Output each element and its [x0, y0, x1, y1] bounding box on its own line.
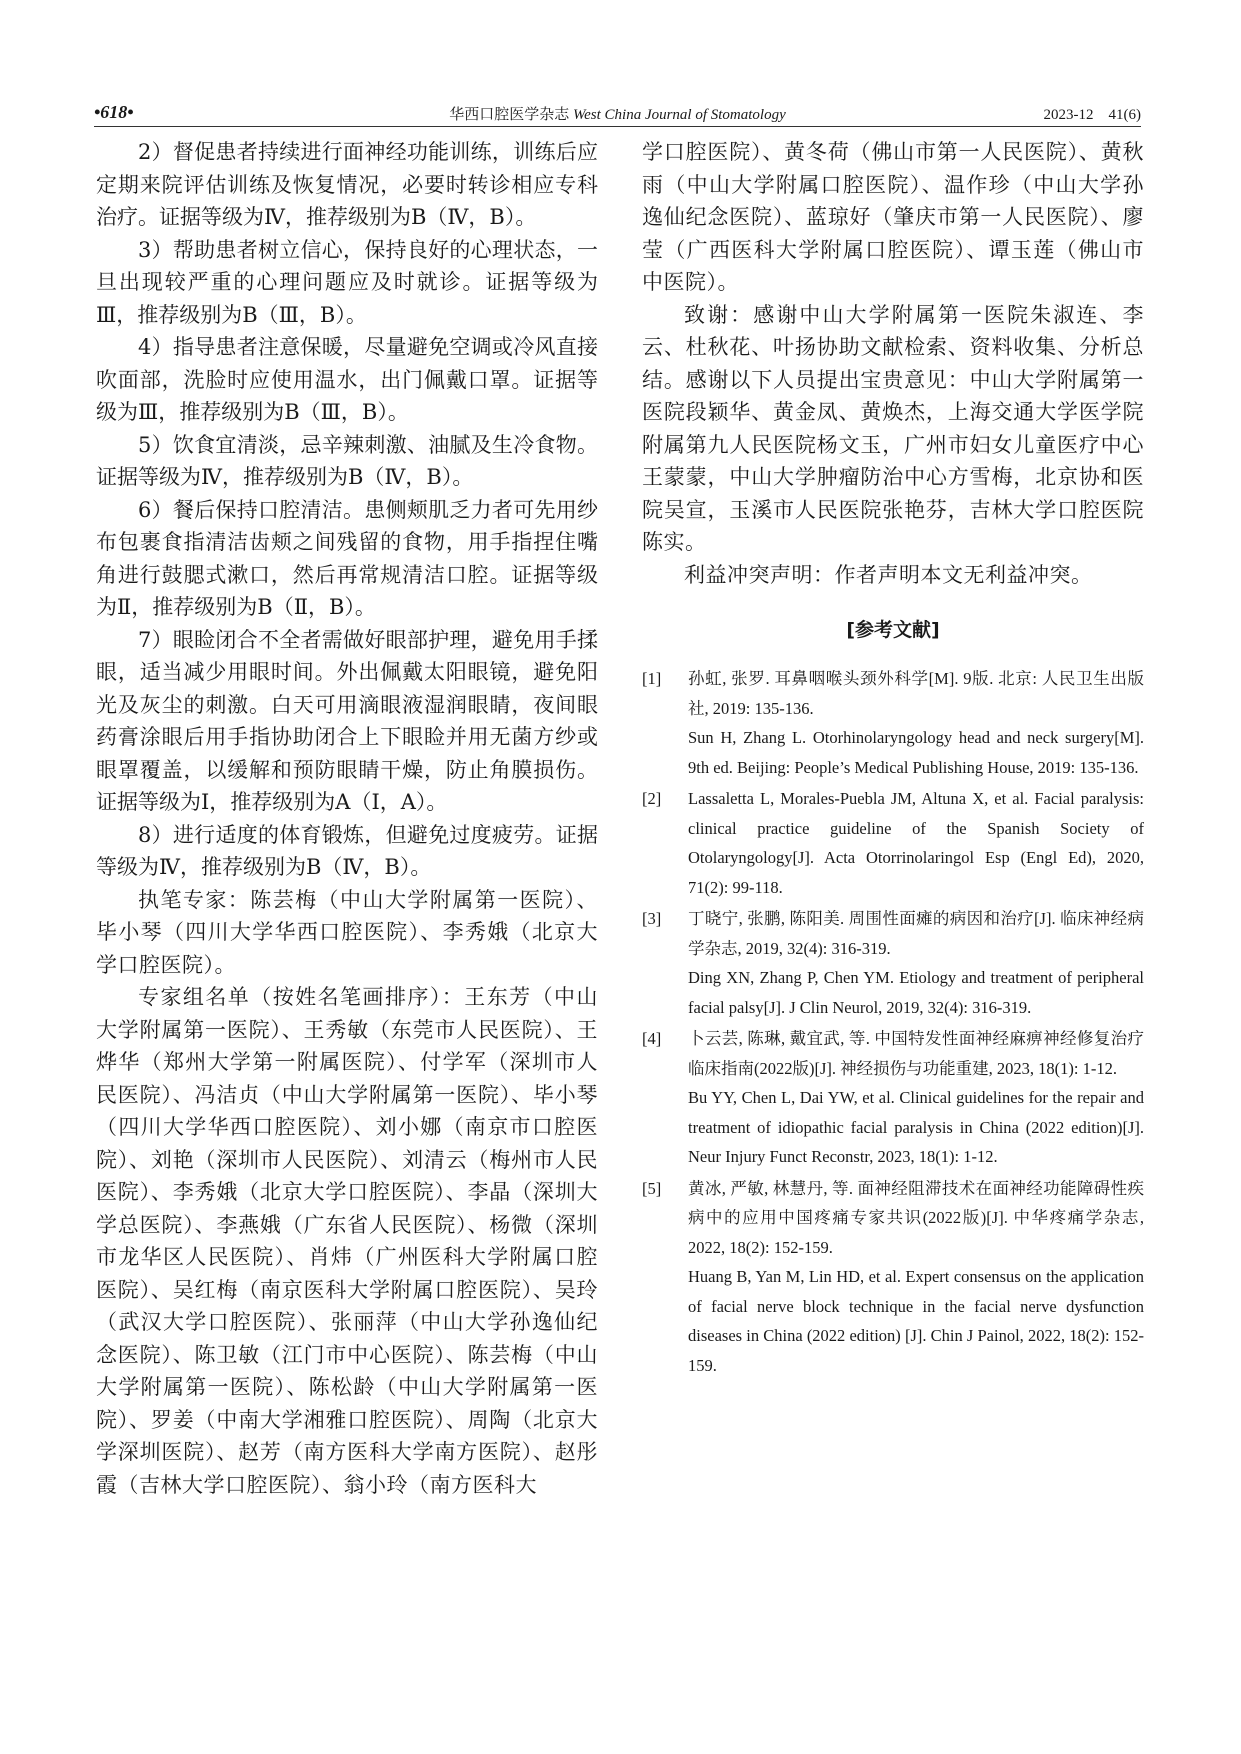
reference-text: 孙虹, 张罗. 耳鼻咽喉头颈外科学[M]. 9版. 北京: 人民卫生出版社, 2019: 135-136.: [688, 669, 1144, 718]
journal-title: [94, 103, 1141, 124]
reference-text: Bu YY, Chen L, Dai YW, et al. Clinical guidelines for the repair and treatment of idiopathic facial paralysis in China (2022 edition)[J]. Neur Injury Funct Reconstr, 2023, 18(1): 1-12.: [688, 1088, 1144, 1166]
right-paragraphs: [642, 136, 1144, 591]
header-rule: [94, 126, 1141, 127]
paragraph: 执笔专家：陈芸梅（中山大学附属第一医院）、毕小琴（四川大学华西口腔医院）、李秀娥（北京大学口腔医院）。: [96, 887, 598, 977]
reference-item: [642, 1024, 1144, 1172]
paragraph: 利益冲突声明：作者声明本文无利益冲突。: [684, 562, 1093, 587]
page-number: •618•: [94, 102, 134, 122]
reference-text: 丁晓宁, 张鹏, 陈阳美. 周围性面瘫的病因和治疗[J]. 临床神经病学杂志, 2019, 32(4): 316-319.: [688, 909, 1144, 958]
paragraph: 7）眼睑闭合不全者需做好眼部护理，避免用手揉眼，适当减少用眼时间。外出佩戴太阳眼镜，避免阳光及灰尘的刺激。白天可用滴眼液湿润眼睛，夜间眼药膏涂眼后用手指协助闭合上下眼睑并用无菌方纱或眼罩覆盖，以缓解和预防眼睛干燥，防止角膜损伤。证据等级为Ⅰ，推荐级别为A（Ⅰ，A）。: [96, 627, 598, 814]
reference-item: [642, 784, 1144, 902]
left-column: [96, 136, 598, 1501]
paragraph: 6）餐后保持口腔清洁。患侧颊肌乏力者可先用纱布包裹食指清洁齿颊之间残留的食物，用手指捏住嘴角进行鼓腮式漱口，然后再常规清洁口腔。证据等级为Ⅱ，推荐级别为B（Ⅱ，B）。: [96, 497, 598, 619]
reference-number: [3]: [642, 909, 662, 928]
reference-text: Huang B, Yan M, Lin HD, et al. Expert consensus on the application of facial nerve block technique in the facial nerve dysfunction diseases in China (2022 edition) [J]. Chin J Painol, 2022, 18(2): 152-159.: [688, 1267, 1144, 1375]
paragraph: 5）饮食宜清淡，忌辛辣刺激、油腻及生冷食物。证据等级为Ⅳ，推荐级别为B（Ⅳ，B）。: [96, 432, 598, 489]
paragraph: 专家组名单（按姓名笔画排序）：王东芳（中山大学附属第一医院）、王秀敏（东莞市人民医院）、王烨华（郑州大学第一附属医院）、付学军（深圳市人民医院）、冯洁贞（中山大学附属第一医院）、毕小琴（四川大学华西口腔医院）、刘小娜（南京市口腔医院）、刘艳（深圳市人民医院）、刘清云（梅州市人民医院）、李秀娥（北京大学口腔医院）、李晶（深圳大学总医院）、李燕娥（广东省人民医院）、杨微（深圳市龙华区人民医院）、肖炜（广州医科大学附属口腔医院）、吴红梅（南京医科大学附属口腔医院）、吴玲（武汉大学口腔医院）、张丽萍（中山大学孙逸仙纪念医院）、陈卫敏（江门市中心医院）、陈芸梅（中山大学附属第一医院）、陈松龄（中山大学附属第一医院）、罗姜（中南大学湘雅口腔医院）、周陶（北京大学深圳医院）、赵芳（南方医科大学南方医院）、赵彤霞（吉林大学口腔医院）、翁小玲（南方医科大: [96, 985, 598, 1497]
reference-text: 黄冰, 严敏, 林慧丹, 等. 面神经阻滞技术在面神经功能障碍性疾病中的应用中国疼痛专家共识(2022版)[J]. 中华疼痛学杂志, 2022, 18(2): 152-159.: [688, 1178, 1144, 1257]
paragraph: 8）进行适度的体育锻炼，但避免过度疲劳。证据等级为Ⅳ，推荐级别为B（Ⅳ，B）。: [96, 822, 598, 879]
reference-text: Lassaletta L, Morales-Puebla JM, Altuna X, et al. Facial paralysis: clinical practice guideline of the Spanish Society of Otolaryngology[J]. Acta Otorrinolaringol Esp (Engl Ed), 2020, 71(2): 99-118.: [688, 789, 1144, 897]
journal-title-cn: 华西口腔医学杂志: [449, 107, 570, 123]
reference-item: [642, 1174, 1144, 1381]
running-header: [94, 100, 1141, 126]
reference-item: [642, 664, 1144, 782]
reference-item: [642, 904, 1144, 1022]
paragraph: 4）指导患者注意保暖，尽量避免空调或冷风直接吹面部，洗脸时应使用温水，出门佩戴口罩。证据等级为Ⅲ，推荐级别为B（Ⅲ，B）。: [96, 335, 598, 424]
reference-text: Sun H, Zhang L. Otorhinolaryngology head and neck surgery[M]. 9th ed. Beijing: People’s Medical Publishing House, 2019: 135-136.: [688, 728, 1144, 777]
reference-text: Ding XN, Zhang P, Chen YM. Etiology and treatment of peripheral facial palsy[J]. J Clin Neurol, 2019, 32(4): 316-319.: [688, 968, 1144, 1017]
reference-number: [5]: [642, 1178, 662, 1198]
reference-number: [4]: [642, 1029, 662, 1048]
issue-info: 2023-12 41(6): [1043, 107, 1141, 123]
paragraph: 学口腔医院）、黄冬荷（佛山市第一人民医院）、黄秋雨（中山大学附属口腔医院）、温作珍（中山大学孙逸仙纪念医院）、蓝琼好（肇庆市第一人民医院）、廖莹（广西医科大学附属口腔医院）、谭玉莲（佛山市中医院）。: [642, 140, 1144, 294]
paragraph: 3）帮助患者树立信心，保持良好的心理状态，一旦出现较严重的心理问题应及时就诊。证据等级为Ⅲ，推荐级别为B（Ⅲ，B）。: [96, 237, 598, 327]
reference-number: [2]: [642, 789, 662, 808]
paragraph: 2）督促患者持续进行面神经功能训练，训练后应定期来院评估训练及恢复情况，必要时转诊相应专科治疗。证据等级为Ⅳ，推荐级别为B（Ⅳ，B）。: [96, 140, 598, 229]
right-column: [642, 136, 1144, 1382]
reference-number: [1]: [642, 669, 662, 688]
paragraph: 致谢：感谢中山大学附属第一医院朱淑连、李云、杜秋花、叶扬协助文献检索、资料收集、分析总结。感谢以下人员提出宝贵意见：中山大学附属第一医院段颖华、黄金凤、黄焕杰，上海交通大学医学院附属第九人民医院杨文玉，广州市妇女儿童医疗中心王蒙蒙，中山大学肿瘤防治中心方雪梅，北京协和医院吴宣，玉溪市人民医院张艳芬，吉林大学口腔医院陈实。: [642, 302, 1144, 554]
references-title: [参考文献]: [846, 619, 940, 641]
reference-list: [642, 664, 1144, 1380]
journal-title-en: West China Journal of Stomatology: [572, 107, 786, 123]
reference-text: 卜云芸, 陈琳, 戴宜武, 等. 中国特发性面神经麻痹神经修复治疗临床指南(2022版)[J]. 神经损伤与功能重建, 2023, 18(1): 1-12.: [688, 1029, 1144, 1078]
